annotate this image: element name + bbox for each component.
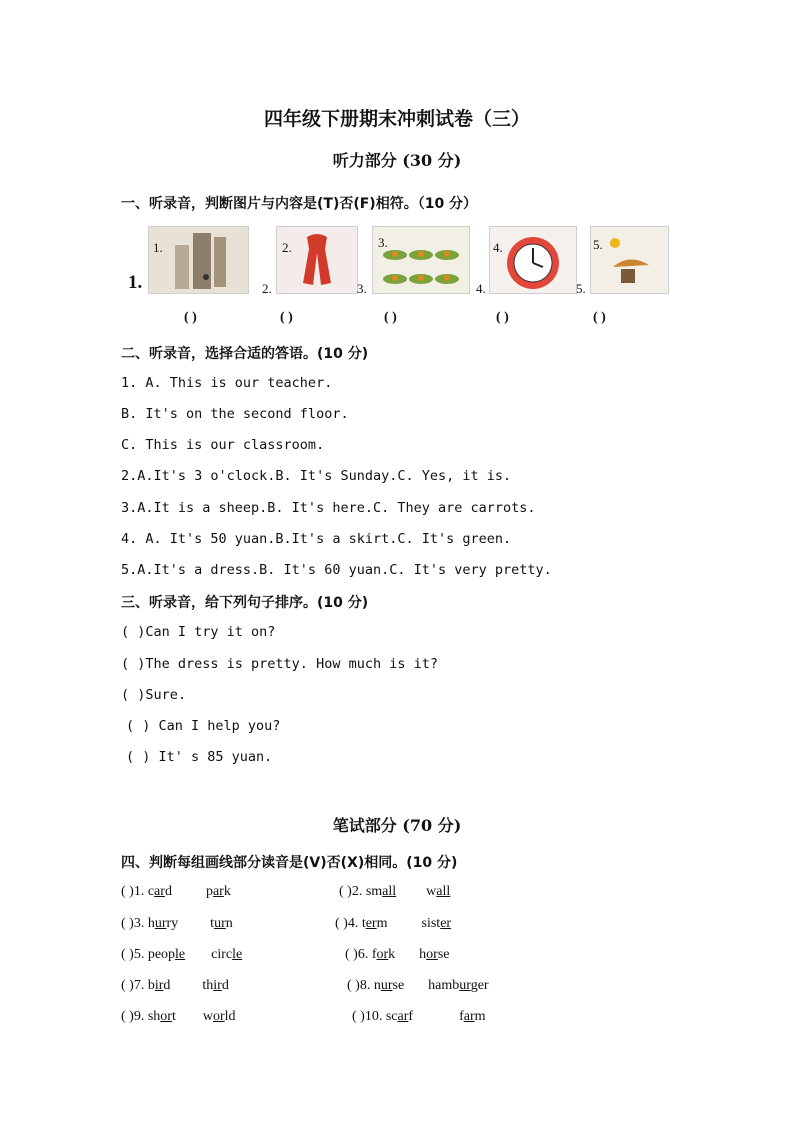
picture-1 xyxy=(148,226,249,294)
s2-line-6: 4. A. It's 50 yuan.B.It's a skirt.C. It's green. xyxy=(121,531,512,547)
word-2-part: all xyxy=(436,884,451,899)
pic-number-4: 4. xyxy=(493,240,503,255)
answer-paren[interactable]: ( )5. xyxy=(121,947,148,962)
word-1-part: n xyxy=(373,978,381,993)
word-1-part: k xyxy=(388,947,396,962)
item-number-5: 5. xyxy=(576,281,586,296)
s2-line-7: 5.A.It's a dress.B. It's 60 yuan.C. It's very pretty. xyxy=(121,562,552,578)
answer-paren[interactable]: ( )2. xyxy=(339,884,366,899)
listening-title: 听力部分 (30 分) xyxy=(332,151,462,170)
word-1-part: f xyxy=(371,947,377,962)
word-1-part: t xyxy=(361,916,366,931)
phonics-item-10[interactable] xyxy=(352,1009,486,1025)
phonics-item-4[interactable] xyxy=(335,916,451,932)
section3-heading: 三、听录音，给下列句子排序。(10 分) xyxy=(121,595,369,611)
phonics-item-6[interactable] xyxy=(345,947,450,963)
answer-paren[interactable]: ( )9. xyxy=(121,1009,148,1024)
word-2-part: ur xyxy=(459,978,471,993)
word-2-part: or xyxy=(212,1009,225,1024)
scarf-image-icon xyxy=(277,227,357,293)
word-2-part: t xyxy=(210,916,215,931)
word-2-part: le xyxy=(232,947,243,962)
word-2-part: m xyxy=(474,1009,486,1024)
answer-paren-3[interactable]: ( ) xyxy=(384,310,397,325)
word-1-part: d xyxy=(163,978,171,993)
picture-2 xyxy=(276,226,358,294)
word-1-part: sc xyxy=(385,1009,398,1024)
word-1-part: f xyxy=(408,1009,414,1024)
clock-image-icon xyxy=(490,227,576,293)
word-2-part: n xyxy=(225,916,233,931)
word-2-part: ar xyxy=(212,884,224,899)
section1-heading: 一、听录音，判断图片与内容是(T)否(F)相符。（10 分） xyxy=(121,196,478,212)
answer-paren[interactable]: ( )6. xyxy=(345,947,372,962)
word-2-part: or xyxy=(426,947,438,962)
answer-paren[interactable]: ( )8. xyxy=(347,978,374,993)
word-2-part: ar xyxy=(463,1009,475,1024)
word-2-part: w xyxy=(202,1009,213,1024)
word-2-part: ir xyxy=(213,978,222,993)
word-2-part: f xyxy=(459,1009,464,1024)
answer-paren-4[interactable]: ( ) xyxy=(496,310,509,325)
s2-line-3: C. This is our classroom. xyxy=(121,437,325,453)
word-2-part: hamb xyxy=(428,978,460,993)
s3-line-1: ( )Can I try it on? xyxy=(121,624,276,640)
word-2-part: ger xyxy=(470,978,489,993)
section2-heading: 二、听录音，选择合适的答语。(10 分) xyxy=(121,346,369,362)
word-1-part: sh xyxy=(147,1009,161,1024)
s3-line-5: ( ) It' s 85 yuan. xyxy=(126,749,273,765)
phonics-item-9[interactable] xyxy=(121,1009,236,1025)
word-2-part: sist xyxy=(421,916,441,931)
writing-title: 笔试部分 (70 分) xyxy=(332,816,462,835)
word-1-part: m xyxy=(376,916,388,931)
word-1-part: sm xyxy=(365,884,383,899)
word-2-part: w xyxy=(426,884,437,899)
word-2-part: k xyxy=(223,884,231,899)
word-1-part: peop xyxy=(147,947,176,962)
pic-number-2: 2. xyxy=(282,240,292,255)
word-1-part: b xyxy=(147,978,155,993)
word-2-part: ld xyxy=(224,1009,236,1024)
word-1-part: d xyxy=(164,884,172,899)
answer-paren[interactable]: ( )4. xyxy=(335,916,362,931)
answer-paren-1[interactable]: ( ) xyxy=(184,310,197,325)
answer-paren[interactable]: ( )3. xyxy=(121,916,148,931)
word-2-part: circ xyxy=(211,947,233,962)
word-1-part: all xyxy=(382,884,397,899)
word-1-part: ur xyxy=(380,978,393,993)
answer-paren-5[interactable]: ( ) xyxy=(593,310,606,325)
word-2-part: se xyxy=(437,947,450,962)
item-number-3: 3. xyxy=(357,281,367,296)
phonics-item-5[interactable] xyxy=(121,947,242,963)
phonics-item-7[interactable] xyxy=(121,978,229,994)
word-1-part: or xyxy=(376,947,389,962)
phonics-item-1[interactable] xyxy=(121,884,231,900)
s2-line-4: 2.A.It's 3 o'clock.B. It's Sunday.C. Yes, it is. xyxy=(121,468,512,484)
word-1-part: le xyxy=(175,947,186,962)
word-1-part: ar xyxy=(397,1009,409,1024)
s3-line-2: ( )The dress is pretty. How much is it? xyxy=(121,656,438,672)
row-label: 1. xyxy=(128,272,143,293)
section4-heading: 四、判断每组画线部分读音是(V)否(X)相同。(10 分) xyxy=(121,855,458,871)
phonics-item-2[interactable] xyxy=(339,884,450,900)
pic-number-3: 3. xyxy=(378,235,388,250)
word-2-part: ur xyxy=(214,916,226,931)
answer-paren[interactable]: ( )10. xyxy=(352,1009,386,1024)
word-1-part: ar xyxy=(154,884,165,899)
s3-line-3: ( )Sure. xyxy=(121,687,187,703)
s2-line-1: 1. A. This is our teacher. xyxy=(121,375,333,391)
word-2-part: th xyxy=(202,978,214,993)
word-1-part: or xyxy=(160,1009,172,1024)
word-1-part: se xyxy=(392,978,405,993)
phonics-item-8[interactable] xyxy=(347,978,489,994)
word-2-part: h xyxy=(419,947,427,962)
word-1-part: h xyxy=(147,916,155,931)
s3-line-4: ( ) Can I help you? xyxy=(126,718,281,734)
exam-title: 四年级下册期末冲刺试卷（三） xyxy=(263,108,530,130)
item-number-2: 2. xyxy=(262,281,272,296)
pic-number-1: 1. xyxy=(153,240,163,255)
building-image-icon xyxy=(149,227,248,293)
answer-paren-2[interactable]: ( ) xyxy=(280,310,293,325)
word-1-part: ry xyxy=(166,916,179,931)
word-1-part: ir xyxy=(154,978,164,993)
word-2-part: d xyxy=(221,978,229,993)
s2-line-2: B. It's on the second floor. xyxy=(121,406,349,422)
item-number-4: 4. xyxy=(476,281,486,296)
answer-paren[interactable]: ( )1. xyxy=(121,884,148,899)
answer-paren[interactable]: ( )7. xyxy=(121,978,148,993)
word-2-part: p xyxy=(205,884,213,899)
picture-4 xyxy=(489,226,577,294)
word-1-part: t xyxy=(171,1009,176,1024)
word-2-part: er xyxy=(440,916,452,931)
s2-line-5: 3.A.It is a sheep.B. It's here.C. They are carrots. xyxy=(121,500,536,516)
word-1-part: ur xyxy=(154,916,167,931)
word-1-part: er xyxy=(365,916,377,931)
phonics-item-3[interactable] xyxy=(121,916,233,932)
pic-number-5: 5. xyxy=(593,237,603,252)
word-1-part: c xyxy=(147,884,155,899)
